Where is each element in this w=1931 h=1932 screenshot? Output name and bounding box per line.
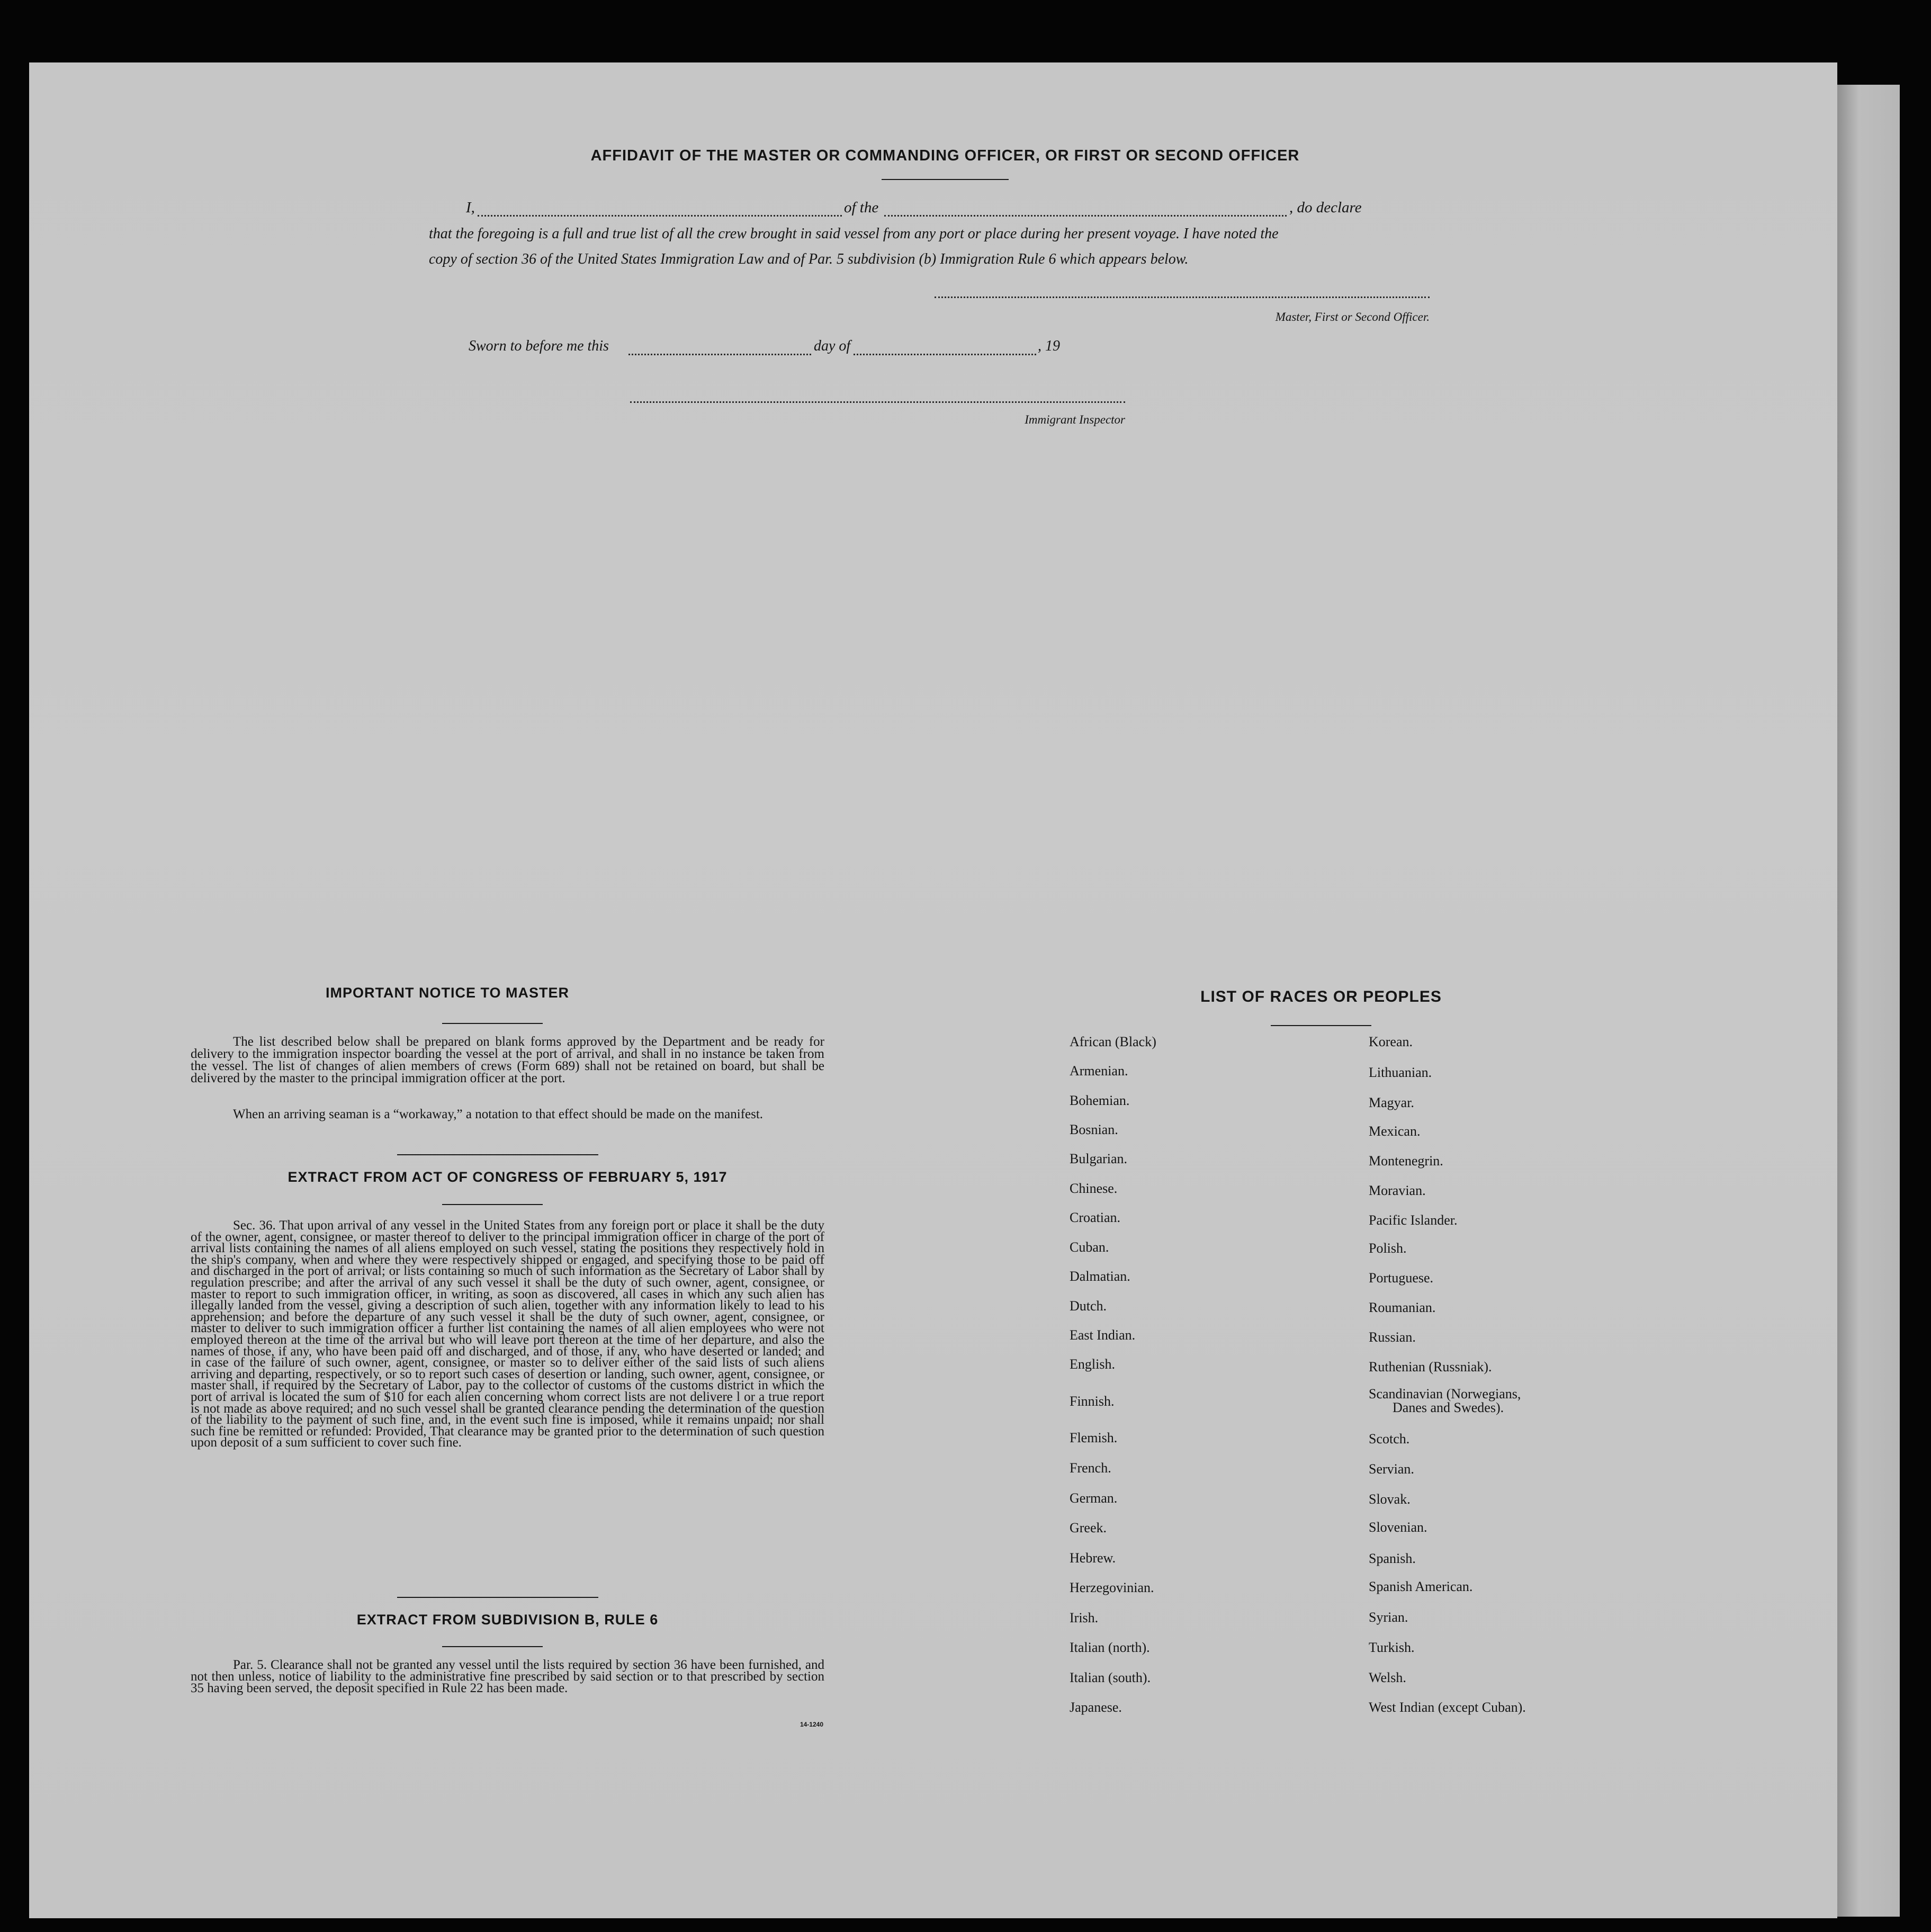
rule-paragraph-5-text: Par. 5. Clearance shall not be granted any vessel until the lists required by section 36 have been furnished, and not then unless, notice of liability to the administrative fine prescribed by said section or to that prescribed by section 35 having been served, the deposit specified in Rule 22 has been made. bbox=[191, 1658, 824, 1695]
race-right-item: Roumanian. bbox=[1369, 1300, 1436, 1315]
affidavit-name-blank[interactable] bbox=[478, 199, 842, 217]
race-right-item: Servian. bbox=[1369, 1461, 1414, 1477]
affidavit-line-2: that the foregoing is a full and true list of all the crew brought in said vessel from any port or place during her present voyage. I have noted the bbox=[429, 226, 1279, 242]
sworn-year-label: , 19 bbox=[1038, 338, 1060, 354]
affidavit-of-label: of the bbox=[844, 199, 879, 216]
rule-top-rule bbox=[397, 1597, 598, 1598]
rule-extract-title: EXTRACT FROM SUBDIVISION B, RULE 6 bbox=[356, 1612, 659, 1628]
race-left-item: Bulgarian. bbox=[1070, 1151, 1128, 1166]
race-left-item: French. bbox=[1070, 1460, 1111, 1476]
form-number: 14-1240 bbox=[800, 1721, 823, 1728]
act-section-36-text: Sec. 36. That upon arrival of any vessel in the United States from any foreign port or place it shall be the duty of the owner, agent, consignee, or master thereof to deliver to the principal immigration officer in charge of the port of arrival lists containing the names of all aliens employed on such vessel, stating the positions they respectively hold in the ship's company, when and where they were respectively shipped or engaged, and specifying those to be paid off and discharged in the port of arrival; or lists containing so much of such information as the Secretary of Labor shall by regulation prescribe; and after the arrival of any such vessel it shall be the duty of such owner, agent, consignee, or master to report to such immigration officer, in writing, as soon as discovered, all cases in which any such alien has illegally landed from the vessel, giving a description of such alien, together with any information likely to lead to his apprehension; and before the departure of any such vessel it shall be the duty of such owner, agent, consignee, or master to deliver to such immigration officer a further list containing the names of all alien employees who were not employed thereon at the time of the arrival but who will leave port thereon at the time of her departure, and also the names of those, if any, who have been paid off and discharged, and of those, if any, who have deserted or landed; and in case of the failure of such owner, agent, consignee, or master so to deliver either of the said lists of such aliens arriving and departing, respectively, or so to report such cases of desertion or landing, such owner, agent, consignee, or master shall, if required by the Secretary of Labor, pay to the collector of customs of the customs district in which the port of arrival is located the sum of $10 for each alien concerning whom correct lists are not delivere l or a true report is not made as above required; and no such vessel shall be granted clearance pending the determination of the question of the liability to the payment of such fine, and, in the event such fine is imposed, while it remains unpaid; nor shall such fine be remitted or refunded: Provided, That clearance may be granted prior to the determination of such question upon deposit of a sum sufficient to cover such fine. bbox=[191, 1218, 824, 1450]
affidavit-declare-label: , do declare bbox=[1289, 199, 1362, 216]
race-left-item: African (Black) bbox=[1070, 1034, 1156, 1049]
race-right-item: Mexican. bbox=[1369, 1124, 1421, 1139]
race-left-item: Herzegovinian. bbox=[1070, 1580, 1154, 1595]
race-left-item: Hebrew. bbox=[1070, 1550, 1116, 1566]
race-left-item: Dutch. bbox=[1070, 1298, 1107, 1314]
race-left-item: Greek. bbox=[1070, 1520, 1107, 1535]
sworn-day-label: day of bbox=[814, 338, 851, 354]
race-right-item: West Indian (except Cuban). bbox=[1369, 1700, 1526, 1715]
act-top-rule bbox=[397, 1154, 598, 1155]
notice-title-rule bbox=[442, 1023, 543, 1024]
act-extract-title: EXTRACT FROM ACT OF CONGRESS OF FEBRUARY 5, 1917 bbox=[288, 1169, 728, 1185]
race-right-item: Danes and Swedes). bbox=[1393, 1400, 1504, 1415]
race-right-item: Polish. bbox=[1369, 1241, 1407, 1256]
race-left-item: Irish. bbox=[1070, 1610, 1099, 1625]
race-left-item: Italian (north). bbox=[1070, 1640, 1150, 1655]
affidavit-line-3: copy of section 36 of the United States Immigration Law and of Par. 5 subdivision (b) Immigration Rule 6 which appears below. bbox=[429, 251, 1189, 267]
race-right-item: Spanish. bbox=[1369, 1551, 1416, 1566]
race-right-item: Moravian. bbox=[1369, 1183, 1426, 1198]
races-title-rule bbox=[1271, 1025, 1371, 1026]
race-right-item: Russian. bbox=[1369, 1329, 1416, 1345]
inspector-label: Immigrant Inspector bbox=[1025, 413, 1125, 426]
race-left-item: Finnish. bbox=[1070, 1394, 1115, 1409]
race-left-item: Bohemian. bbox=[1070, 1093, 1130, 1108]
document-page bbox=[29, 62, 1837, 1918]
race-left-item: English. bbox=[1070, 1356, 1115, 1372]
race-left-item: Armenian. bbox=[1070, 1063, 1128, 1079]
race-right-item: Ruthenian (Russniak). bbox=[1369, 1359, 1492, 1374]
race-right-item: Pacific Islander. bbox=[1369, 1212, 1458, 1228]
sworn-prefix: Sworn to before me this bbox=[469, 338, 609, 354]
act-title-rule bbox=[442, 1204, 543, 1205]
affidavit-title: AFFIDAVIT OF THE MASTER OR COMMANDING OFFICER, OR FIRST OR SECOND OFFICER bbox=[590, 147, 1300, 164]
race-left-item: Dalmatian. bbox=[1070, 1269, 1130, 1284]
affidavit-i-label: I, bbox=[466, 199, 475, 216]
race-right-item: Portuguese. bbox=[1369, 1270, 1434, 1286]
notice-paragraph-2: When an arriving seaman is a “workaway,” a notation to that effect should be made on the manifest. bbox=[233, 1107, 764, 1121]
race-right-item: Korean. bbox=[1369, 1034, 1413, 1049]
race-right-item: Welsh. bbox=[1369, 1670, 1406, 1685]
affidavit-line-1 bbox=[466, 199, 1461, 220]
race-left-item: East Indian. bbox=[1070, 1327, 1136, 1343]
sworn-day-blank[interactable] bbox=[628, 338, 811, 355]
race-right-item: Spanish American. bbox=[1369, 1579, 1473, 1594]
race-right-item: Montenegrin. bbox=[1369, 1153, 1443, 1169]
race-right-item: Slovenian. bbox=[1369, 1520, 1427, 1535]
race-left-item: Croatian. bbox=[1070, 1210, 1121, 1225]
rule-title-rule bbox=[442, 1646, 543, 1647]
notice-paragraph-1: The list described below shall be prepared on blank forms approved by the Department and be ready for delivery to the immigration inspector boarding the vessel at the port of arrival, and shall in no instance be taken from the vessel. The list of changes of alien members of crews (Form 689) shall not be retained on board, but shall be delivered by the master to the principal immigration officer at the port. bbox=[191, 1035, 824, 1085]
sworn-month-blank[interactable] bbox=[854, 338, 1036, 355]
race-left-item: Flemish. bbox=[1070, 1430, 1118, 1445]
master-signature-blank[interactable] bbox=[935, 291, 1430, 298]
race-left-item: Cuban. bbox=[1070, 1239, 1109, 1255]
races-title: LIST OF RACES OR PEOPLES bbox=[1200, 988, 1442, 1005]
race-left-item: Chinese. bbox=[1070, 1181, 1118, 1196]
race-left-item: Japanese. bbox=[1070, 1700, 1122, 1715]
master-signature-label: Master, First or Second Officer. bbox=[1275, 310, 1430, 324]
race-right-item: Syrian. bbox=[1369, 1610, 1408, 1625]
inspector-signature-blank[interactable] bbox=[630, 396, 1125, 403]
race-right-item: Scotch. bbox=[1369, 1431, 1410, 1446]
notice-title: IMPORTANT NOTICE TO MASTER bbox=[326, 985, 569, 1001]
race-right-item: Slovak. bbox=[1369, 1491, 1411, 1507]
race-right-item: Turkish. bbox=[1369, 1640, 1415, 1655]
race-right-item: Lithuanian. bbox=[1369, 1065, 1432, 1080]
race-right-item: Magyar. bbox=[1369, 1095, 1414, 1110]
race-left-item: German. bbox=[1070, 1490, 1118, 1506]
sworn-line bbox=[469, 338, 1104, 359]
binding-strip bbox=[1837, 85, 1900, 1917]
affidavit-title-rule bbox=[882, 179, 1009, 180]
race-left-item: Italian (south). bbox=[1070, 1670, 1151, 1685]
race-right-item: Scandinavian (Norwegians, bbox=[1369, 1386, 1521, 1401]
affidavit-vessel-blank[interactable] bbox=[884, 199, 1287, 217]
race-left-item: Bosnian. bbox=[1070, 1122, 1118, 1137]
